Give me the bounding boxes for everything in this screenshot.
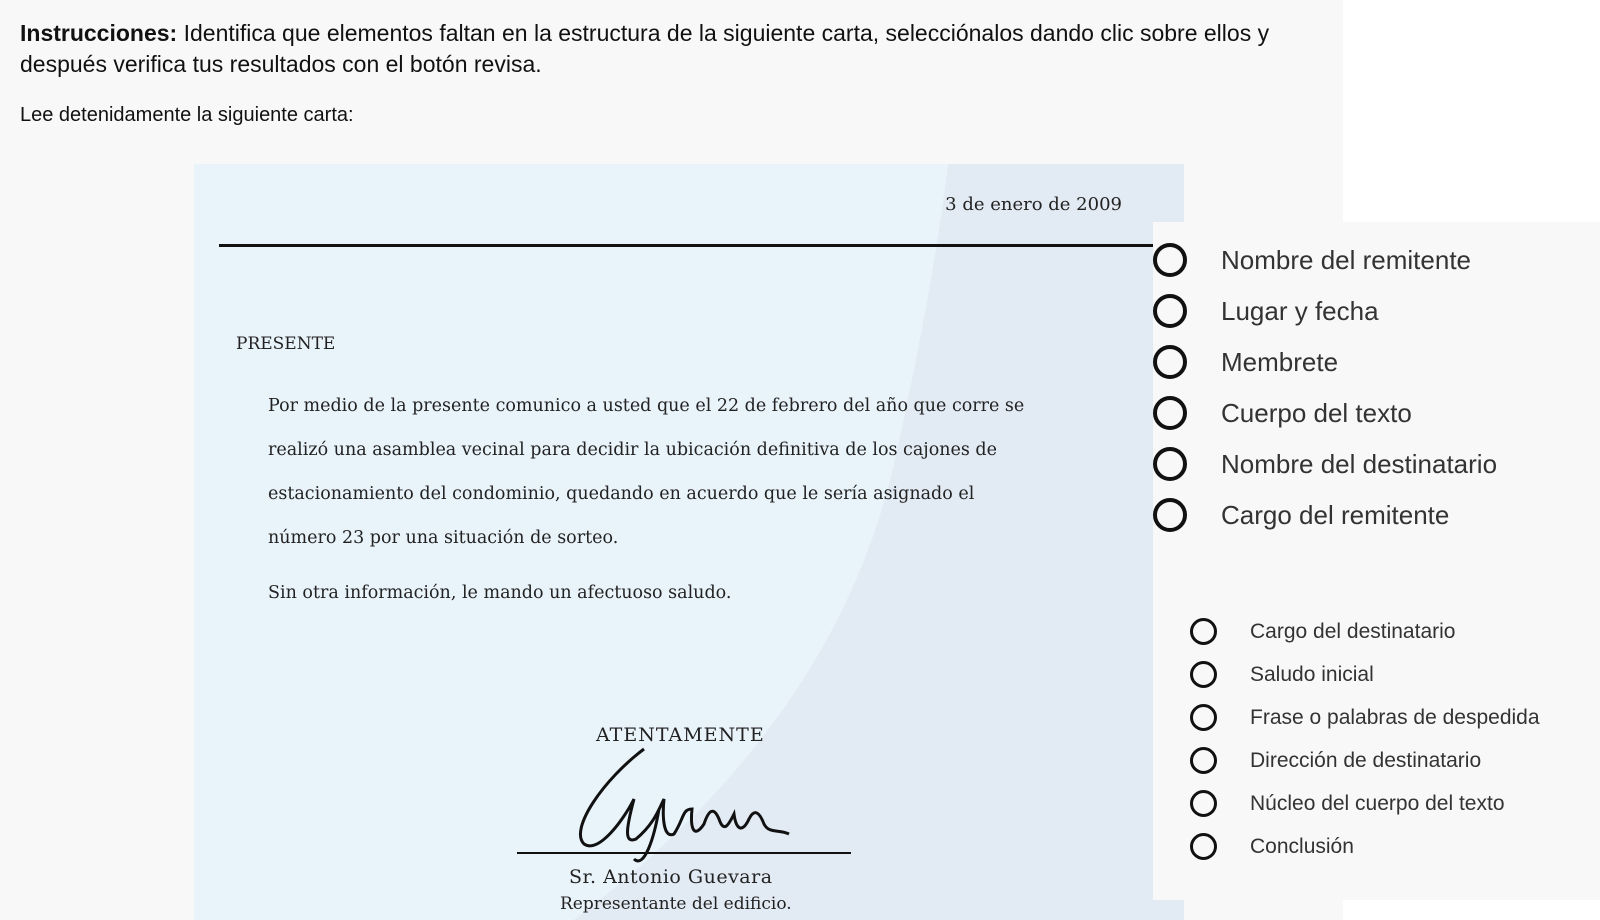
option-label: Saludo inicial <box>1250 662 1374 686</box>
option-despedida[interactable] <box>1190 704 1540 731</box>
option-nombre-destinatario[interactable] <box>1153 447 1497 481</box>
radio-circle-icon[interactable] <box>1153 447 1187 481</box>
instructions <box>20 18 1340 80</box>
farewell: ATENTAMENTE <box>596 724 765 746</box>
option-saludo-inicial[interactable] <box>1190 661 1374 688</box>
option-label: Cargo del remitente <box>1221 499 1450 530</box>
body-line: número 23 por una situación de sorteo. <box>268 528 619 548</box>
radio-circle-icon[interactable] <box>1153 498 1187 532</box>
option-label: Dirección de destinatario <box>1250 748 1482 772</box>
option-cuerpo-texto[interactable] <box>1153 396 1412 430</box>
radio-circle-icon[interactable] <box>1153 396 1187 430</box>
instructions-text: Identifica que elementos faltan en la estructura de la siguiente carta, selecciónalos dando clic sobre ellos y después verifica tus resultados con el botón revisa. <box>20 20 1270 77</box>
radio-circle-icon[interactable] <box>1153 345 1187 379</box>
signature-image <box>564 739 804 879</box>
radio-circle-icon[interactable] <box>1190 704 1217 731</box>
option-conclusion[interactable] <box>1190 833 1354 860</box>
radio-circle-icon[interactable] <box>1190 618 1217 645</box>
option-cargo-remitente[interactable] <box>1153 498 1449 532</box>
instructions-label: Instrucciones: <box>20 20 178 46</box>
option-lugar-fecha[interactable] <box>1153 294 1379 328</box>
option-label: Núcleo del cuerpo del texto <box>1250 791 1505 815</box>
radio-circle-icon[interactable] <box>1153 294 1187 328</box>
body-line: Por medio de la presente comunico a usted que el 22 de febrero del año que corre se <box>268 396 1025 416</box>
option-label: Membrete <box>1221 346 1339 377</box>
closing-line: Sin otra información, le mando un afectuoso saludo. <box>268 583 732 603</box>
option-membrete[interactable] <box>1153 345 1338 379</box>
radio-circle-icon[interactable] <box>1153 243 1187 277</box>
radio-circle-icon[interactable] <box>1190 790 1217 817</box>
letter-presente: PRESENTE <box>236 334 336 354</box>
option-label: Frase o palabras de despedida <box>1250 705 1540 729</box>
option-label: Cargo del destinatario <box>1250 619 1456 643</box>
body-line: realizó una asamblea vecinal para decidir la ubicación definitiva de los cajones de <box>268 440 997 460</box>
sender-role: Representante del edificio. <box>560 894 792 914</box>
option-label: Cuerpo del texto <box>1221 397 1412 428</box>
option-label: Nombre del destinatario <box>1221 448 1498 479</box>
option-label: Lugar y fecha <box>1221 295 1379 326</box>
option-cargo-destinatario[interactable] <box>1190 618 1455 645</box>
radio-circle-icon[interactable] <box>1190 747 1217 774</box>
signature-line <box>517 852 851 854</box>
sender-name: Sr. Antonio Guevara <box>569 866 773 888</box>
radio-circle-icon[interactable] <box>1190 661 1217 688</box>
option-direccion-destinatario[interactable] <box>1190 747 1481 774</box>
options-panel <box>1153 222 1600 900</box>
letter-divider <box>219 244 1159 247</box>
option-nombre-remitente[interactable] <box>1153 243 1471 277</box>
body-line: estacionamiento del condominio, quedando en acuerdo que le sería asignado el <box>268 484 975 504</box>
letter <box>194 164 1184 920</box>
option-nucleo-cuerpo[interactable] <box>1190 790 1505 817</box>
letter-date: 3 de enero de 2009 <box>945 194 1122 215</box>
subtitle: Lee detenidamente la siguiente carta: <box>20 104 354 126</box>
option-label: Nombre del remitente <box>1221 244 1471 275</box>
option-label: Conclusión <box>1250 834 1354 858</box>
radio-circle-icon[interactable] <box>1190 833 1217 860</box>
